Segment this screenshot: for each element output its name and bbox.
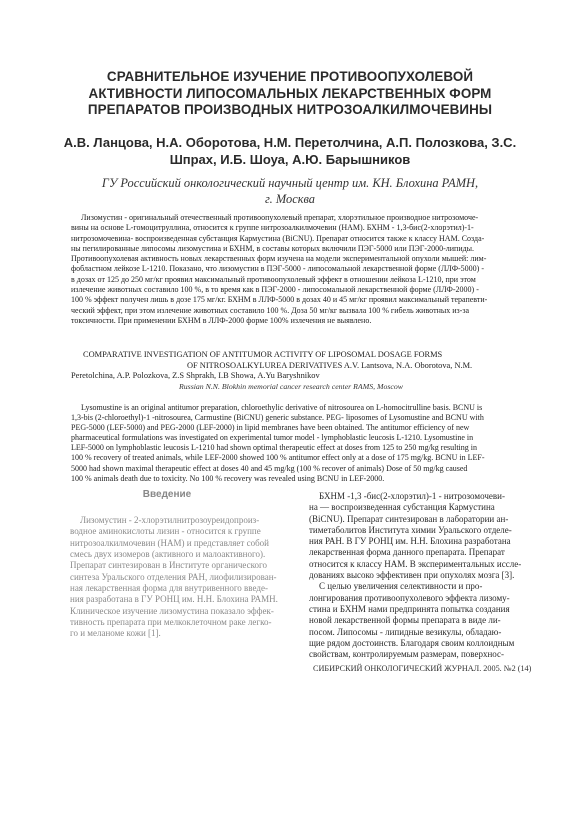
body-text-line: относится к классу НАМ. В экспериментальных иссле-: [309, 558, 522, 569]
abstract-en-line: PEG-5000 (LEF-5000) and PEG-2000 (LEF-2000) in lipid membranes have been obtained. The antitumor efficiency of new: [71, 423, 470, 433]
abstract-ru-line: нитрозомочевина- воспроизведенная субстанция Кармустина (BiCNU). Препарат относится также к классу НАМ. Созда-: [71, 233, 485, 243]
body-text-line: Лизомустин - 2-хлорэтилнитрозоуреидопроиз-: [80, 515, 260, 525]
abstract-en-line: pharmaceutical formulations was investigated on experimental tumor model - lymphoblastic leucosis L-1210. Lysomustine in: [71, 433, 474, 443]
body-text-line: БХНМ -1,3 -бис(2-хлорэтил)-1 - нитрозомочеви-: [319, 491, 505, 501]
abstract-en-line: 5000 had shown maximal therapeutic effect at doses 40 and 45 mg/kg (100 % recover of animals) Dose of 50 mg/kg caused: [71, 463, 468, 473]
introduction-left-column: [70, 515, 278, 640]
section-heading-introduction: Введение: [142, 489, 192, 500]
body-text-line: на — воспроизведенная субстанция Кармустина: [309, 502, 495, 513]
english-affiliation: Russian N.N. Blokhin memorial cancer research center RAMS, Moscow: [179, 382, 403, 391]
abstract-en-line: 100 % recovery of treated animals, while LEF-2000 showed 100 % antitumor effect only at a dose of 175 mg/kg. BCNU in LEF-: [71, 453, 485, 463]
authors-line: Шпрах, И.Б. Шоуа, А.Ю. Барышников: [169, 152, 411, 167]
body-text-line: Клиническое изучение лизомустина показало эффек-: [70, 605, 274, 616]
body-text-line: новой лекарственной формы препарата в виде ли-: [309, 615, 501, 626]
abstract-en-line: LEF-5000 on lymphoblastic leucosis L-1210 had shown optimal therapeutic effect at doses from 125 to 250 mg/kg resulting in: [71, 443, 478, 453]
abstract-en-line: 100 % animals death due to toxicity. No 100 % recovery was revealed using BCNU in LEF-2000.: [71, 473, 385, 483]
body-text-line: нитрозоалкилмочевин (НАМ) и представляет собой: [70, 537, 269, 548]
body-text-line: ния РАН. В ГУ РОНЦ им. Н.Н. Блохина разработана: [309, 536, 511, 547]
body-text-line: смесь двух изомеров (активного и малоактивного).: [70, 549, 266, 560]
abstract-ru-line: Противоопухолевая активность новых лекарственных форм изучена на модели экспериментальной опухоли мышей: лим-: [71, 254, 487, 264]
abstract-ru-line: вины на основе L-гомоцитруллина, относится к группе нитрозоалкилмочевин (НАМ). БХНМ - 1,3-бис(2-хлорэтил)-1-: [71, 223, 474, 233]
body-text-line: (BiCNU). Препарат синтезирован в лаборатории ан-: [309, 513, 509, 524]
abstract-ru-line: в дозах от 125 до 250 мг/кг проявил максимальный противоопухолевый эффект в отношении лейкоза L-1210, при этом: [71, 274, 476, 284]
body-text-line: лекарственная форма данного препарата. Препарат: [309, 547, 505, 558]
abstract-en-line: Lysomustine is an original antitumor preparation, chloroethylic derivative of nitrosourea on L-homocitrulline basis. BCNU is: [81, 403, 483, 412]
abstract-ru-line: ческий эффект, при этом излечение животных составило 100 %. Доза 50 мг/кг вызвала 100 % гибель животных из-за: [71, 305, 470, 315]
english-title-line: COMPARATIVE INVESTIGATION OF ANTITUMOR ACTIVITY OF LIPOSOMAL DOSAGE FORMS: [83, 350, 443, 359]
abstract-russian: [71, 213, 511, 326]
affiliation-line: ГУ Российский онкологический научный центр им. КН. Блохина РАМН,: [101, 176, 479, 190]
body-text-line: тиметаболитов Института химии Уральского отделе-: [309, 524, 512, 535]
body-text-line: стина и БХНМ нами предпринята попытка создания: [309, 603, 510, 614]
body-text-line: С целью увеличения селективности и про-: [319, 581, 483, 592]
english-title: [71, 350, 521, 382]
abstract-ru-line: 100 % эффект получен лишь в дозе 175 мг/кг. БХНМ в ЛЛФ-5000 в дозах 40 и 45 мг/кг проявил максимальный терапевти-: [71, 295, 488, 305]
affiliation-line: г. Москва: [265, 192, 315, 206]
abstract-ru-line: излечение животных составило 100 %, в то время как в ПЭГ-2000 - липосомальной лекарственной форме (ЛЛФ-2000) -: [71, 285, 479, 295]
body-text-line: водное аминокислоты лизин - относится к группе: [70, 526, 261, 537]
abstract-ru-line: токсичности. При применении БХНМ в ЛЛФ-2000 форме 100% излечения не выявлено.: [71, 315, 372, 325]
introduction-right-column: [309, 491, 522, 660]
affiliation: [70, 175, 510, 207]
body-text-line: тивность препарата при мелкоклеточном раке легко-: [70, 617, 272, 628]
authors-line: А.В. Ланцова, Н.А. Оборотова, Н.М. Перетолчина, А.П. Полозкова, З.С.: [63, 135, 517, 150]
body-text-line: дованиях высоко эффективен при опухолях мозга [3].: [309, 570, 515, 581]
body-text-line: свойствам, контролируемым размерам, поверхнос-: [309, 649, 504, 660]
abstract-en-line: 1,3-bis (2-chloroethyl)-1 -nitrosourea, Carmustine (BiCNU) generic substance. PEG- liposomes of Lysomustine and BCNU with: [71, 413, 484, 423]
title-line: АКТИВНОСТИ ЛИПОСОМАЛЬНЫХ ЛЕКАРСТВЕННЫХ ФОРМ: [88, 85, 492, 101]
abstract-ru-line: фобластном лейкозе L-1210. Показано, что лизомустин в ПЭГ-5000 - липосомальной лекарственной форме (ЛЛФ-5000) -: [71, 264, 485, 274]
body-text-line: щие рядом достоинств. Благодаря своим коллоидным: [309, 637, 515, 648]
abstract-ru-line: ны пегилированные липосомы лизомустина и БХНМ, в составы которых включили ПЭГ-5000 или ПЭГ-2000-липиды.: [71, 243, 475, 253]
title-line: ПРЕПАРАТОВ ПРОИЗВОДНЫХ НИТРОЗОАЛКИЛМОЧЕВИНЫ: [87, 102, 493, 117]
abstract-ru-line: Лизомустин - оригинальный отечественный противоопухолевый препарат, хлорэтильное производное нитрозомоче-: [81, 213, 479, 222]
body-text-line: го и меланоме кожи [1].: [70, 628, 161, 639]
journal-footer: СИБИРСКИЙ ОНКОЛОГИЧЕСКИЙ ЖУРНАЛ. 2005. №2 (14): [313, 664, 532, 673]
authors: [60, 134, 520, 168]
english-title-line: Peretolchina, A.P. Polozkova, Z.S Shprakh, I.B Showa, A.Yu Baryshnikov: [71, 371, 320, 380]
abstract-english: [71, 403, 511, 484]
paper-title: [50, 69, 530, 119]
body-text-line: ния разработана в ГУ РОНЦ им. Н.Н. Блохина РАМН.: [70, 594, 278, 605]
body-text-line: ная лекарственная форма для внутривенного введе-: [70, 583, 268, 594]
title-line: СРАВНИТЕЛЬНОЕ ИЗУЧЕНИЕ ПРОТИВООПУХОЛЕВОЙ: [106, 69, 474, 84]
body-text-line: синтеза Уральского отделения РАН, лиофилизирован-: [70, 571, 277, 582]
english-title-line: OF NITROSOALKYLUREA DERIVATIVES A.V. Lantsova, N.A. Oborotova, N.M.: [187, 360, 473, 370]
body-text-line: Препарат синтезирован в Институте органического: [70, 560, 267, 571]
body-text-line: лонгирования противоопухолевого эффекта лизому-: [309, 592, 510, 603]
body-text-line: посом. Липосомы - липидные везикулы, обладаю-: [309, 626, 502, 637]
